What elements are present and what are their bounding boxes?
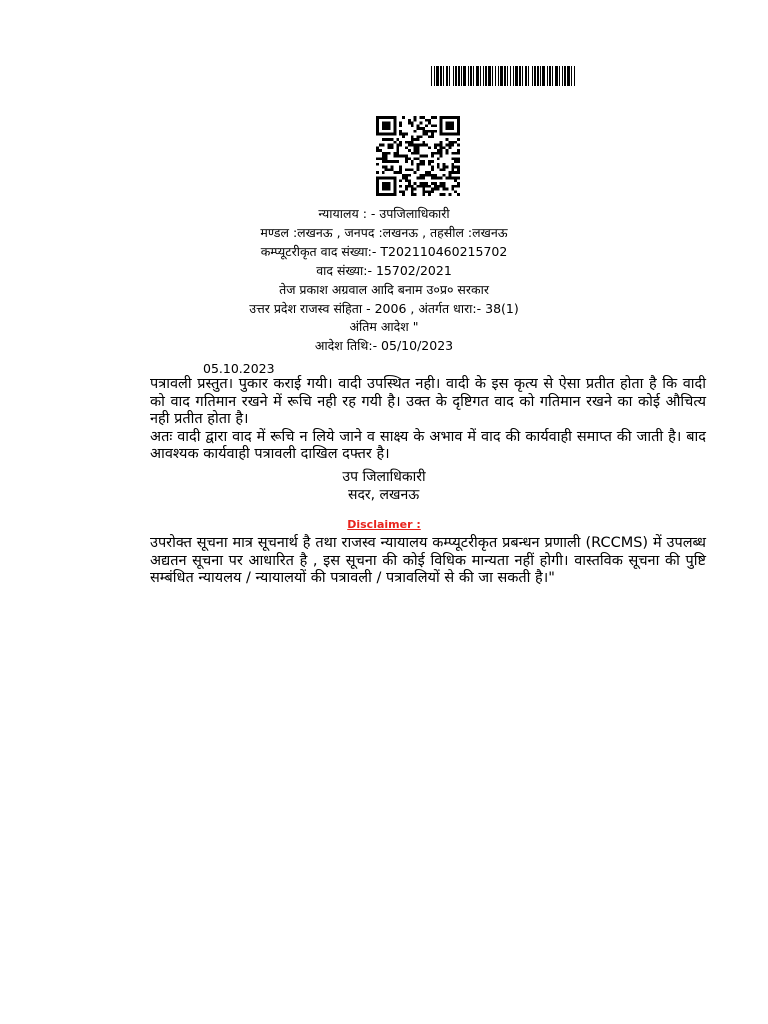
signatory-place: सदर, लखनऊ bbox=[348, 487, 420, 503]
act-section-line: उत्तर प्रदेश राजस्व संहिता - 2006 , अंतर्गत धारा:- 38(1) bbox=[249, 301, 519, 316]
parties-line: तेज प्रकाश अग्रवाल आदि बनाम उ०प्र० सरकार bbox=[279, 282, 489, 297]
disclaimer-heading: Disclaimer : bbox=[347, 518, 421, 531]
location-line: मण्डल :लखनऊ , जनपद :लखनऊ , तहसील :लखनऊ bbox=[260, 225, 508, 240]
order-date-line: आदेश तिथि:- 05/10/2023 bbox=[314, 338, 454, 353]
barcode-icon bbox=[431, 66, 576, 86]
order-type: अंतिम आदेश " bbox=[349, 319, 419, 334]
signatory-designation: उप जिलाधिकारी bbox=[342, 469, 426, 485]
qr-code-icon bbox=[376, 116, 460, 196]
order-paragraph: पत्रावली प्रस्तुत। पुकार कराई गयी। वादी उपस्थित नही। वादी के इस कृत्य से ऐसा प्रतीत होता है कि वादी को वाद गतिमान रखने में रूचि नही रह गयी है। उक्त के दृष्टिगत वाद को गतिमान रखने का कोई औचित्य नही प्रतीत होता है। bbox=[150, 376, 706, 427]
disclaimer-text: उपरोक्त सूचना मात्र सूचनार्थ है तथा राजस्व न्यायालय कम्प्यूटरीकृत प्रबन्धन प्रणाली (RCCMS) में उपलब्ध अद्यतन सूचना पर आधारित है , इस सूचना की कोई विधिक मान्यता नहीं होगी। वास्तविक सूचना की पुष्टि सम्बंधित न्यायलय / न्यायालयों की पत्रावली / पत्रावलियों से की जा सकती है।" bbox=[150, 535, 706, 586]
order-entry-date: 05.10.2023 bbox=[203, 361, 275, 376]
court-name: न्यायालय : - उपजिलाधिकारी bbox=[318, 206, 450, 221]
computerized-case-number: कम्प्यूटरीकृत वाद संख्या:- T202110460215702 bbox=[260, 244, 508, 259]
order-text bbox=[150, 376, 706, 464]
case-number: वाद संख्या:- 15702/2021 bbox=[316, 263, 452, 278]
order-paragraph: अतः वादी द्वारा वाद में रूचि न लिये जाने व साक्ष्य के अभाव में वाद की कार्यवाही समाप्त की जाती है। बाद आवश्यक कार्यवाही पत्रावली दाखिल दफ्तर है। bbox=[150, 428, 706, 462]
